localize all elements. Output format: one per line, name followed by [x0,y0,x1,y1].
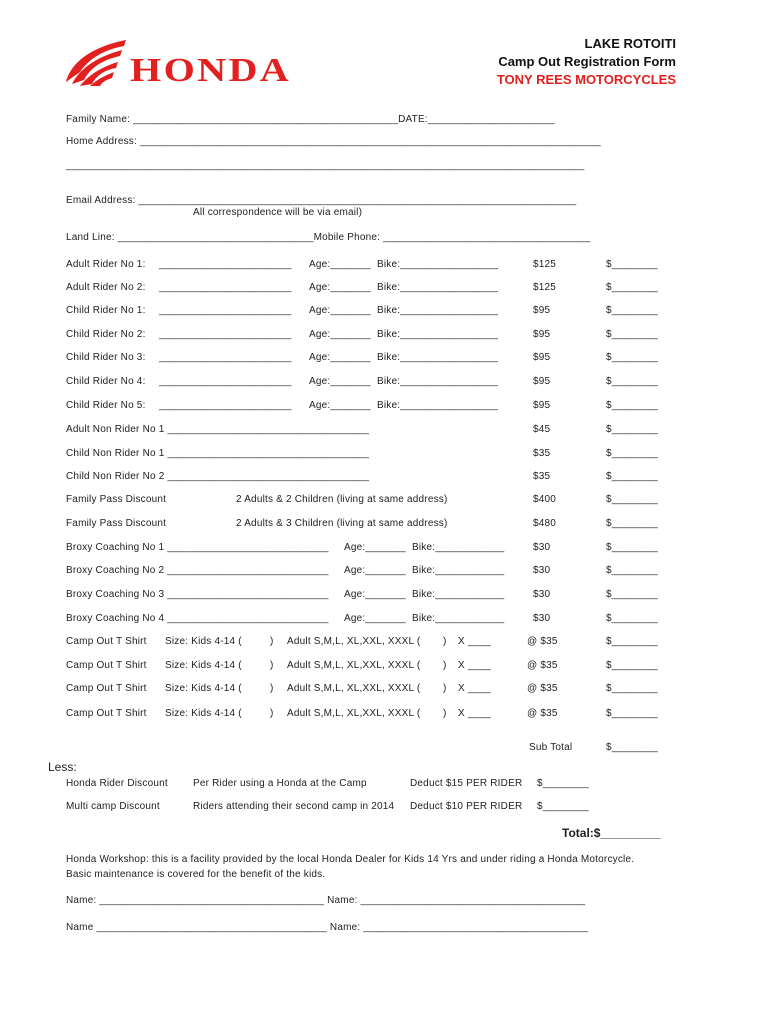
rider-age-field[interactable]: Age:_______ [309,259,371,270]
tshirt-adult-size-field[interactable]: Adult S,M,L, XL,XXL, XXXL ( [287,708,421,719]
rider-bike-field[interactable]: Bike:_________________ [377,282,499,293]
honda-discount-deduct: Deduct $15 PER RIDER [410,778,523,789]
non-rider-price: $35 [533,471,551,482]
less-heading: Less: [48,760,77,774]
honda-wordmark: HONDA [130,52,292,89]
rider-price: $95 [533,376,551,387]
coaching-age-field[interactable]: Age:_______ [344,613,406,624]
coaching-amount-field[interactable]: $________ [606,542,658,553]
rider-label: Adult Rider No 1: [66,259,146,270]
honda-discount-amount[interactable]: $________ [537,778,589,789]
rider-age-field[interactable]: Age:_______ [309,282,371,293]
form-title: Camp Out Registration Form [498,54,676,69]
rider-age-field[interactable]: Age:_______ [309,305,371,316]
tshirt-paren: ) [270,660,274,671]
rider-name-field[interactable]: _______________________ [159,400,292,411]
coaching-age-field[interactable]: Age:_______ [344,565,406,576]
tshirt-adult-size-field[interactable]: Adult S,M,L, XL,XXL, XXXL ( [287,660,421,671]
coaching-amount-field[interactable]: $________ [606,565,658,576]
tshirt-price: @ $35 [527,708,558,719]
rider-label: Child Rider No 1: [66,305,146,316]
family-pass-price: $480 [533,518,557,529]
rider-bike-field[interactable]: Bike:_________________ [377,400,499,411]
multicamp-discount-amount[interactable]: $________ [537,801,589,812]
honda-discount-label: Honda Rider Discount [66,778,168,789]
non-rider-field[interactable]: Adult Non Rider No 1 ___________________________________ [66,424,370,435]
rider-price: $125 [533,259,557,270]
rider-label: Child Rider No 2: [66,329,146,340]
honda-wing-icon [62,38,128,88]
tshirt-amount-field[interactable]: $________ [606,636,658,647]
tshirt-adult-size-field[interactable]: Adult S,M,L, XL,XXL, XXXL ( [287,683,421,694]
address-line2-field[interactable]: __________________________________________________________________________________________ [66,160,585,171]
coaching-price: $30 [533,613,551,624]
tshirt-label: Camp Out T Shirt [66,683,147,694]
tshirt-amount-field[interactable]: $________ [606,708,658,719]
tshirt-price: @ $35 [527,683,558,694]
tshirt-qty-field[interactable]: X ____ [458,683,491,694]
workshop-line-1: Honda Workshop: this is a facility provided by the local Honda Dealer for Kids 14 Yrs and under riding a Honda Motorcycle. [66,854,635,865]
coaching-bike-field[interactable]: Bike:____________ [412,613,505,624]
family-pass-label: Family Pass Discount [66,494,167,505]
non-rider-amount-field[interactable]: $________ [606,471,658,482]
rider-name-field[interactable]: _______________________ [159,259,292,270]
tshirt-paren: ) [270,636,274,647]
honda-discount-detail: Per Rider using a Honda at the Camp [193,778,367,789]
email-note: All correspondence will be via email) [193,207,363,218]
rider-bike-field[interactable]: Bike:_________________ [377,329,499,340]
multicamp-discount-deduct: Deduct $10 PER RIDER [410,801,523,812]
rider-amount-field[interactable]: $________ [606,329,658,340]
rider-amount-field[interactable]: $________ [606,305,658,316]
family-pass-detail: 2 Adults & 3 Children (living at same address) [236,518,448,529]
workshop-line-2: Basic maintenance is covered for the benefit of the kids. [66,869,326,880]
family-pass-price: $400 [533,494,557,505]
rider-amount-field[interactable]: $________ [606,282,658,293]
multicamp-discount-detail: Riders attending their second camp in 2014 [193,801,395,812]
rider-age-field[interactable]: Age:_______ [309,376,371,387]
rider-age-field[interactable]: Age:_______ [309,352,371,363]
rider-bike-field[interactable]: Bike:_________________ [377,259,499,270]
tshirt-amount-field[interactable]: $________ [606,683,658,694]
tshirt-price: @ $35 [527,636,558,647]
event-title: LAKE ROTOITI [584,36,676,51]
rider-label: Child Rider No 3: [66,352,146,363]
coaching-name-field[interactable]: Broxy Coaching No 4 ____________________________ [66,613,329,624]
coaching-bike-field[interactable]: Bike:____________ [412,542,505,553]
coaching-price: $30 [533,589,551,600]
family-pass-label: Family Pass Discount [66,518,167,529]
tshirt-paren: ) [443,636,447,647]
tshirt-paren: ) [443,683,447,694]
tshirt-paren: ) [443,708,447,719]
tshirt-amount-field[interactable]: $________ [606,660,658,671]
email-field[interactable]: Email Address: ____________________________________________________________________________ [66,195,577,206]
workshop-names-row-1[interactable]: Name: _______________________________________ Name: _______________________________________ [66,895,586,906]
rider-name-field[interactable]: _______________________ [159,329,292,340]
tshirt-label: Camp Out T Shirt [66,660,147,671]
tshirt-paren: ) [443,660,447,671]
family-pass-amount-field[interactable]: $________ [606,518,658,529]
tshirt-kids-size-field[interactable]: Size: Kids 4-14 ( [165,660,242,671]
rider-price: $95 [533,352,551,363]
coaching-price: $30 [533,565,551,576]
tshirt-kids-size-field[interactable]: Size: Kids 4-14 ( [165,683,242,694]
family-pass-detail: 2 Adults & 2 Children (living at same address) [236,494,448,505]
rider-name-field[interactable]: _______________________ [159,352,292,363]
rider-label: Adult Rider No 2: [66,282,146,293]
non-rider-price: $35 [533,448,551,459]
workshop-names-row-2[interactable]: Name ________________________________________ Name: _______________________________________ [66,922,589,933]
non-rider-amount-field[interactable]: $________ [606,448,658,459]
dealer-name: TONY REES MOTORCYCLES [496,72,676,87]
rider-amount-field[interactable]: $________ [606,259,658,270]
non-rider-amount-field[interactable]: $________ [606,424,658,435]
tshirt-price: @ $35 [527,660,558,671]
tshirt-adult-size-field[interactable]: Adult S,M,L, XL,XXL, XXXL ( [287,636,421,647]
coaching-name-field[interactable]: Broxy Coaching No 3 ____________________________ [66,589,329,600]
coaching-name-field[interactable]: Broxy Coaching No 2 ____________________________ [66,565,329,576]
tshirt-qty-field[interactable]: X ____ [458,660,491,671]
rider-price: $95 [533,305,551,316]
non-rider-field[interactable]: Child Non Rider No 1 ___________________________________ [66,448,370,459]
rider-name-field[interactable]: _______________________ [159,282,292,293]
tshirt-label: Camp Out T Shirt [66,708,147,719]
total-field[interactable]: Total:$_________ [562,826,661,840]
rider-age-field[interactable]: Age:_______ [309,400,371,411]
rider-bike-field[interactable]: Bike:_________________ [377,305,499,316]
coaching-price: $30 [533,542,551,553]
rider-price: $95 [533,329,551,340]
non-rider-price: $45 [533,424,551,435]
subtotal-label: Sub Total [529,742,573,753]
home-address-field[interactable]: Home Address: ________________________________________________________________________________ [66,136,601,147]
tshirt-kids-size-field[interactable]: Size: Kids 4-14 ( [165,636,242,647]
tshirt-qty-field[interactable]: X ____ [458,708,491,719]
coaching-bike-field[interactable]: Bike:____________ [412,589,505,600]
family-pass-amount-field[interactable]: $________ [606,494,658,505]
rider-age-field[interactable]: Age:_______ [309,329,371,340]
rider-amount-field[interactable]: $________ [606,352,658,363]
rider-name-field[interactable]: _______________________ [159,376,292,387]
coaching-bike-field[interactable]: Bike:____________ [412,565,505,576]
tshirt-paren: ) [270,683,274,694]
coaching-age-field[interactable]: Age:_______ [344,542,406,553]
rider-amount-field[interactable]: $________ [606,376,658,387]
rider-label: Child Rider No 4: [66,376,146,387]
subtotal-amount[interactable]: $________ [606,742,658,753]
coaching-name-field[interactable]: Broxy Coaching No 1 ____________________________ [66,542,329,553]
tshirt-kids-size-field[interactable]: Size: Kids 4-14 ( [165,708,242,719]
coaching-amount-field[interactable]: $________ [606,589,658,600]
rider-label: Child Rider No 5: [66,400,146,411]
tshirt-label: Camp Out T Shirt [66,636,147,647]
rider-price: $95 [533,400,551,411]
rider-amount-field[interactable]: $________ [606,400,658,411]
rider-price: $125 [533,282,557,293]
tshirt-qty-field[interactable]: X ____ [458,636,491,647]
multicamp-discount-label: Multi camp Discount [66,801,160,812]
rider-name-field[interactable]: _______________________ [159,305,292,316]
non-rider-field[interactable]: Child Non Rider No 2 ___________________________________ [66,471,370,482]
family-name-field[interactable]: Family Name: ______________________________________________DATE:______________________ [66,114,555,125]
phone-fields[interactable]: Land Line: __________________________________Mobile Phone: ____________________________________ [66,232,591,243]
rider-bike-field[interactable]: Bike:_________________ [377,352,499,363]
coaching-age-field[interactable]: Age:_______ [344,589,406,600]
tshirt-paren: ) [270,708,274,719]
coaching-amount-field[interactable]: $________ [606,613,658,624]
rider-bike-field[interactable]: Bike:_________________ [377,376,499,387]
